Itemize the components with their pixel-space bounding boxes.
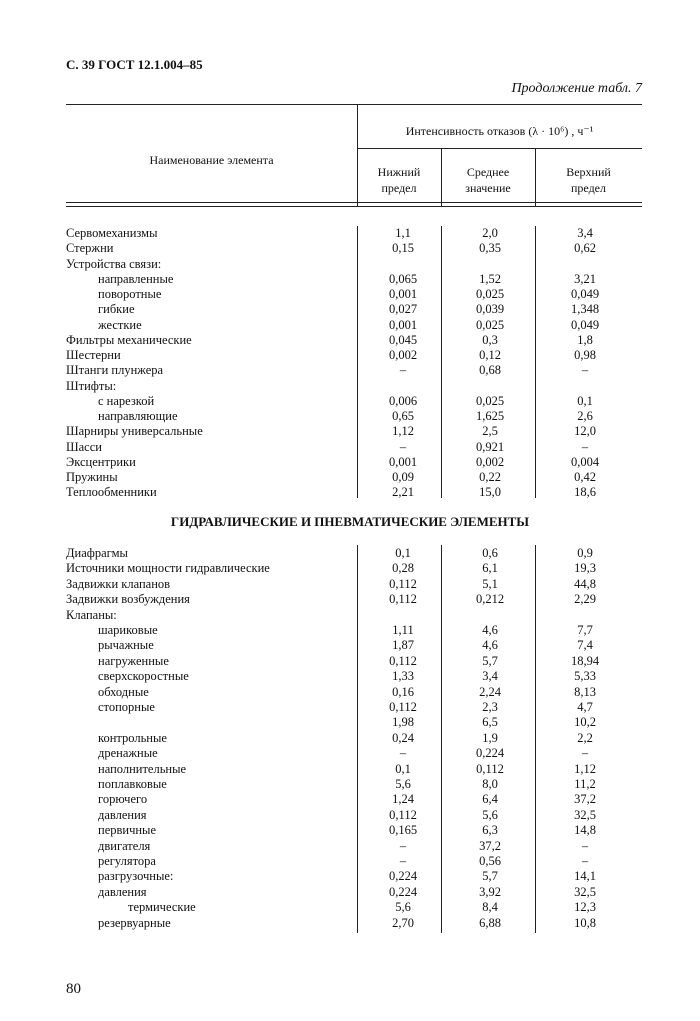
table-row [0, 669, 700, 684]
row-element-name: поворотные [98, 287, 162, 301]
table-row [0, 226, 700, 241]
row-element-name: гибкие [98, 302, 135, 317]
row-lower-limit: 2,21 [392, 485, 414, 500]
row-average-value: 0,025 [475, 287, 505, 301]
row-average-value: 3,4 [482, 669, 498, 684]
table-row [0, 762, 700, 777]
table-row [0, 731, 700, 746]
row-lower-limit: 0,15 [392, 241, 414, 256]
row-average-value: 0,56 [479, 854, 501, 868]
table-row [0, 394, 700, 409]
row-lower-limit: 0,112 [389, 576, 417, 591]
row-element-name: Диафрагмы [66, 546, 128, 560]
header-bottom-rule-1 [66, 202, 642, 203]
row-upper-limit: 8,13 [574, 684, 596, 699]
page-header: С. 39 ГОСТ 12.1.004–85 [66, 57, 203, 72]
row-upper-limit: 14,8 [574, 823, 596, 838]
row-element-name: направляющие [98, 409, 178, 423]
header-upper-limit: Верхний предел [566, 165, 611, 195]
row-average-value: 8,0 [482, 777, 498, 791]
row-upper-limit: 0,9 [577, 546, 593, 560]
row-lower-limit: 0,027 [388, 302, 418, 317]
row-lower-limit: 0,001 [388, 317, 418, 332]
row-element-name: Штанги плунжера [66, 363, 164, 378]
table-row [0, 440, 700, 455]
row-average-value: 1,52 [479, 271, 501, 286]
table-row [0, 792, 700, 807]
table-row [0, 470, 700, 485]
row-lower-limit: 0,001 [388, 454, 418, 469]
row-upper-limit: 10,2 [574, 715, 596, 730]
row-element-name: поплавковые [98, 777, 167, 791]
row-upper-limit: 11,2 [574, 777, 596, 791]
row-average-value: 6,4 [482, 792, 498, 807]
table-row [0, 623, 700, 638]
table-row [0, 916, 700, 931]
row-average-value: 1,9 [482, 730, 498, 745]
row-upper-limit: 0,049 [570, 287, 600, 301]
row-average-value: 0,039 [475, 302, 505, 317]
row-lower-limit: 0,112 [389, 700, 417, 714]
row-average-value: 1,625 [475, 409, 505, 423]
row-upper-limit: – [581, 838, 589, 853]
table-top-rule [66, 104, 642, 105]
row-element-name: Шарниры универсальные [66, 424, 203, 439]
row-average-value: 0,3 [482, 332, 498, 347]
row-upper-limit: 0,1 [577, 393, 593, 408]
row-element-name: Источники мощности гидравлические [66, 561, 270, 576]
row-upper-limit: 2,2 [577, 730, 593, 745]
row-average-value: 0,35 [479, 241, 501, 256]
row-average-value: 4,6 [482, 623, 498, 637]
row-element-name: Эксцентрики [66, 454, 136, 469]
table-row [0, 318, 700, 333]
row-upper-limit: – [581, 439, 589, 454]
row-average-value: 37,2 [479, 838, 501, 853]
row-element-name: Задвижки клапанов [66, 576, 171, 591]
row-lower-limit: 0,28 [392, 561, 414, 576]
row-average-value: 5,1 [482, 576, 498, 591]
header-intensity: Интенсивность отказов (λ · 10⁶) , ч⁻¹ [405, 124, 594, 138]
row-upper-limit: 2,6 [577, 409, 593, 423]
header-average-value: Среднее значение [465, 165, 511, 195]
row-lower-limit: 0,16 [392, 684, 414, 699]
table-row [0, 638, 700, 653]
row-lower-limit: 0,09 [392, 470, 414, 484]
row-element-name: регулятора [98, 854, 156, 868]
table-row [0, 839, 700, 854]
row-upper-limit: 7,4 [577, 638, 593, 653]
row-upper-limit: 18,6 [574, 485, 596, 500]
row-element-name: давления [98, 807, 147, 822]
row-element-name: разгрузочные: [98, 869, 174, 884]
row-upper-limit: – [581, 363, 589, 378]
table-row [0, 257, 700, 272]
table-row [0, 900, 700, 915]
row-lower-limit: 1,12 [392, 424, 414, 439]
row-element-name: шариковые [98, 623, 158, 637]
row-average-value: 2,3 [482, 700, 498, 714]
row-average-value: 0,12 [479, 348, 501, 362]
row-element-name: Пружины [66, 470, 118, 484]
row-upper-limit: 32,5 [574, 884, 596, 899]
row-average-value: 0,22 [479, 470, 501, 484]
row-element-name: Шестерни [66, 348, 121, 362]
row-average-value: 0,68 [479, 363, 501, 378]
row-upper-limit: 1,8 [577, 332, 593, 347]
table-row [0, 485, 700, 500]
row-element-name: Сервомеханизмы [66, 226, 158, 240]
row-lower-limit: 1,87 [392, 638, 414, 653]
row-element-name: резервуарные [98, 915, 171, 930]
table-row [0, 424, 700, 439]
row-upper-limit: 10,8 [574, 915, 596, 930]
table-row [0, 592, 700, 607]
table-row [0, 241, 700, 256]
row-lower-limit: – [399, 439, 407, 454]
table-row [0, 409, 700, 424]
row-lower-limit: 0,065 [388, 271, 418, 286]
row-average-value: 0,112 [476, 761, 504, 776]
header-bottom-rule-2 [66, 206, 642, 207]
row-upper-limit: 0,62 [574, 241, 596, 256]
table-row [0, 363, 700, 378]
row-upper-limit: 32,5 [574, 807, 596, 822]
row-element-name: давления [98, 884, 147, 899]
row-average-value: 6,1 [482, 561, 498, 576]
row-upper-limit: 3,4 [577, 226, 593, 240]
table-row [0, 302, 700, 317]
page-number: 80 [66, 981, 81, 997]
row-upper-limit: 4,7 [577, 700, 593, 714]
header-sub-rule [357, 148, 642, 149]
row-upper-limit: 37,2 [574, 792, 596, 807]
table-row [0, 777, 700, 792]
row-lower-limit: 0,045 [388, 332, 418, 347]
row-average-value: 2,24 [479, 684, 501, 699]
row-average-value: 5,7 [482, 653, 498, 668]
row-element-name: первичные [98, 823, 157, 838]
row-element-name: Шасси [66, 439, 102, 454]
row-lower-limit: 1,11 [392, 623, 414, 637]
row-lower-limit: – [399, 838, 407, 853]
row-element-name: нагруженные [98, 653, 169, 668]
row-upper-limit: – [581, 854, 589, 868]
row-lower-limit: 0,112 [389, 592, 417, 607]
row-upper-limit: 19,3 [574, 561, 596, 576]
row-element-name: дренажные [98, 746, 158, 761]
row-average-value: 3,92 [479, 884, 501, 899]
row-average-value: 0,025 [475, 393, 505, 408]
row-lower-limit: 0,112 [389, 807, 417, 822]
row-element-name: рычажные [98, 638, 154, 653]
row-lower-limit: 1,33 [392, 669, 414, 684]
row-lower-limit: 1,24 [392, 792, 414, 807]
table-row [0, 700, 700, 715]
row-element-name: горючего [98, 792, 148, 807]
row-upper-limit: 0,42 [574, 470, 596, 484]
row-lower-limit: – [399, 363, 407, 378]
table-row [0, 885, 700, 900]
row-element-name: жесткие [98, 317, 142, 332]
row-average-value: 15,0 [479, 485, 501, 500]
row-upper-limit: 1,12 [574, 761, 596, 776]
header-lower-limit: Нижний предел [377, 165, 421, 195]
row-upper-limit: 18,94 [570, 653, 600, 668]
table-row [0, 272, 700, 287]
row-average-value: 0,6 [482, 546, 498, 560]
row-upper-limit: 0,004 [570, 454, 600, 469]
row-average-value: 0,224 [475, 746, 505, 761]
row-element-name: Устройства связи: [66, 256, 162, 271]
row-lower-limit: 0,1 [395, 761, 411, 776]
row-average-value: 5,7 [482, 869, 498, 884]
row-upper-limit: 0,049 [570, 317, 600, 332]
row-lower-limit: 0,24 [392, 730, 414, 745]
table-row [0, 561, 700, 576]
row-lower-limit: 0,112 [389, 653, 417, 668]
row-average-value: 2,5 [482, 424, 498, 439]
row-lower-limit: 0,006 [388, 393, 418, 408]
row-element-name: Теплообменники [66, 485, 157, 500]
table-row [0, 546, 700, 561]
table-row [0, 348, 700, 363]
row-average-value: 0,212 [475, 592, 505, 607]
table-continuation-label: Продолжение табл. 7 [511, 81, 642, 96]
row-element-name: обходные [98, 684, 149, 699]
row-average-value: 0,921 [475, 439, 505, 454]
row-lower-limit: – [399, 854, 407, 868]
row-upper-limit: 12,3 [574, 900, 596, 915]
table-row [0, 654, 700, 669]
row-element-name: двигателя [98, 838, 151, 853]
row-average-value: 5,6 [482, 807, 498, 822]
table-row [0, 685, 700, 700]
row-average-value: 8,4 [482, 900, 498, 915]
table-row [0, 287, 700, 302]
row-lower-limit: 0,001 [388, 287, 418, 301]
table-row [0, 379, 700, 394]
row-element-name: термические [128, 900, 196, 915]
row-lower-limit: 0,002 [388, 348, 418, 362]
row-element-name: Фильтры механические [66, 332, 192, 347]
row-element-name: Клапаны: [66, 607, 117, 622]
row-upper-limit: 2,29 [574, 592, 596, 607]
row-upper-limit: – [581, 746, 589, 761]
row-upper-limit: 5,33 [574, 669, 596, 684]
row-average-value: 2,0 [482, 226, 498, 240]
row-element-name: наполнительные [98, 761, 187, 776]
table-row [0, 823, 700, 838]
row-lower-limit: 0,65 [392, 409, 414, 423]
table-row [0, 854, 700, 869]
table-row [0, 608, 700, 623]
row-lower-limit: 1,1 [395, 226, 411, 240]
row-average-value: 6,5 [482, 715, 498, 730]
row-average-value: 6,3 [482, 823, 498, 838]
row-lower-limit: 0,224 [388, 869, 418, 884]
header-element-name: Наименование элемента [149, 153, 274, 167]
table-row [0, 746, 700, 761]
row-lower-limit: – [399, 746, 407, 761]
row-element-name: направленные [98, 271, 174, 286]
table-row [0, 333, 700, 348]
row-average-value: 0,002 [475, 454, 505, 469]
row-lower-limit: 0,165 [388, 823, 418, 838]
section-title: ГИДРАВЛИЧЕСКИЕ И ПНЕВМАТИЧЕСКИЕ ЭЛЕМЕНТЫ [170, 514, 530, 529]
table-row [0, 808, 700, 823]
row-upper-limit: 0,98 [574, 348, 596, 362]
row-upper-limit: 44,8 [574, 576, 596, 591]
row-element-name: сверхскоростные [98, 669, 189, 684]
row-lower-limit: 2,70 [392, 915, 414, 930]
row-lower-limit: 5,6 [395, 900, 411, 915]
row-lower-limit: 0,224 [388, 884, 418, 899]
row-element-name: Задвижки возбуждения [66, 592, 190, 607]
row-lower-limit: 1,98 [392, 715, 414, 730]
row-average-value: 6,88 [479, 915, 501, 930]
row-element-name: Стержни [66, 241, 114, 256]
table-row [0, 577, 700, 592]
row-element-name: контрольные [98, 730, 167, 745]
table-row [0, 715, 700, 730]
row-element-name: с нарезкой [98, 393, 155, 408]
row-average-value: 4,6 [482, 638, 498, 653]
row-upper-limit: 3,21 [574, 271, 596, 286]
row-element-name: Штифты: [66, 378, 117, 393]
table-row [0, 455, 700, 470]
row-lower-limit: 0,1 [395, 546, 411, 560]
row-element-name: стопорные [98, 700, 155, 714]
row-upper-limit: 7,7 [577, 623, 593, 637]
row-upper-limit: 1,348 [570, 302, 600, 317]
row-average-value: 0,025 [475, 317, 505, 332]
row-lower-limit: 5,6 [395, 777, 411, 791]
row-upper-limit: 14,1 [574, 869, 596, 884]
row-upper-limit: 12,0 [574, 424, 596, 439]
table-row [0, 869, 700, 884]
